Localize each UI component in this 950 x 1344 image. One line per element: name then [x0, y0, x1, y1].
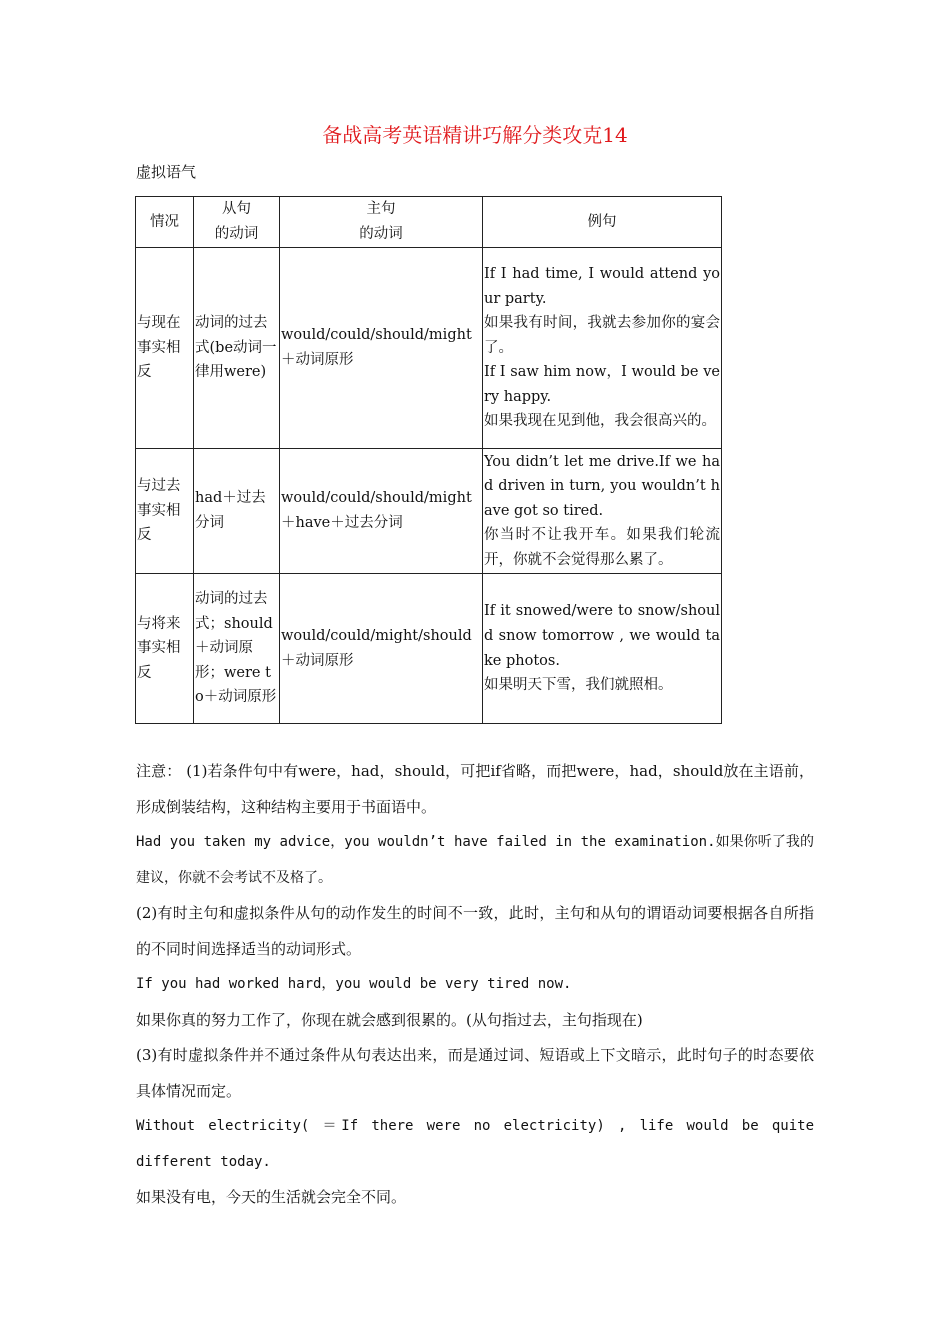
example-translation: 你当时不让我开车。如果我们轮流开，你就不会觉得那么累了。: [484, 527, 720, 568]
table-row: [136, 248, 722, 449]
row-main-verb: would/could/should/might＋动词原形: [280, 248, 483, 449]
row-examples: [483, 248, 722, 449]
header-main-verb-line2: 的动词: [359, 226, 403, 242]
row-situation: 与现在事实相反: [136, 248, 194, 449]
note-example-translation: 如果你真的努力工作了，你现在就会感到很累的。(从句指过去，主句指现在): [136, 1010, 643, 1029]
example-translation: 如果我现在见到他，我会很高兴的。: [484, 413, 716, 430]
note-example-translation: 如果没有电，今天的生活就会完全不同。: [136, 1188, 407, 1206]
row-clause-verb: 动词的过去式(be动词一律用were): [194, 248, 280, 449]
example-translation: 如果我有时间，我就去参加你的宴会了。: [484, 315, 720, 356]
row-examples: [483, 449, 722, 574]
table-row: [136, 449, 722, 574]
header-clause-verb-line2: 的动词: [214, 226, 259, 242]
example-sentence: You didn’t let me drive.If we had driven in turn, you wouldn’t have got so tired.: [484, 453, 720, 519]
row-clause-verb: had＋过去分词: [194, 449, 280, 574]
row-examples: [483, 574, 722, 724]
header-main-verb-line1: 主句: [366, 201, 396, 218]
document-title: 备战高考英语精讲巧解分类攻克14: [322, 123, 628, 147]
note-example-sentence: If you had worked hard，you would be very tired now.: [136, 976, 572, 992]
example-sentence: If I saw him now，I would be very happy.: [484, 364, 720, 405]
example-translation: 如果明天下雪，我们就照相。: [484, 677, 673, 694]
note-paragraph: 注意： (1)若条件句中有were，had，should，可把if省略，而把were，had，should放在主语前，形成倒装结构，这种结构主要用于书面语中。: [136, 762, 814, 816]
header-example: 例句: [483, 197, 722, 248]
notes-section: [136, 754, 814, 1216]
section-subtitle: 虚拟语气: [136, 163, 197, 181]
note-paragraph: (2)有时主句和虚拟条件从句的动作发生的时间不一致，此时，主句和从句的谓语动词要根据各自所指的不同时间选择适当的动词形式。: [136, 904, 814, 958]
row-main-verb: would/could/should/might＋have＋过去分词: [280, 449, 483, 574]
table-row: [136, 574, 722, 724]
subjunctive-table: [135, 196, 722, 724]
row-situation: 与过去事实相反: [136, 449, 194, 574]
example-sentence: If it snowed/were to snow/should snow tomorrow , we would take photos.: [484, 603, 720, 669]
note-example-sentence: Without electricity( ＝If there were no electricity) , life would be quite different today.: [136, 1118, 814, 1170]
note-example-sentence: Had you taken my advice，you wouldn’t have failed in the examination.如果你听了我的建议，你就不会考试不及格了。: [136, 834, 814, 886]
note-paragraph: (3)有时虚拟条件并不通过条件从句表达出来，而是通过词、短语或上下文暗示，此时句子的时态要依具体情况而定。: [136, 1046, 814, 1100]
header-main-verb: [280, 197, 483, 248]
row-clause-verb: 动词的过去式；should＋动词原形；were to＋动词原形: [194, 574, 280, 724]
row-situation: 与将来事实相反: [136, 574, 194, 724]
header-clause-verb-line1: 从句: [222, 201, 251, 218]
table-header-row: [136, 197, 722, 248]
header-clause-verb: [194, 197, 280, 248]
example-sentence: If I had time, I would attend your party.: [484, 265, 720, 307]
row-main-verb: would/could/might/should＋动词原形: [280, 574, 483, 724]
header-situation: 情况: [136, 197, 194, 248]
